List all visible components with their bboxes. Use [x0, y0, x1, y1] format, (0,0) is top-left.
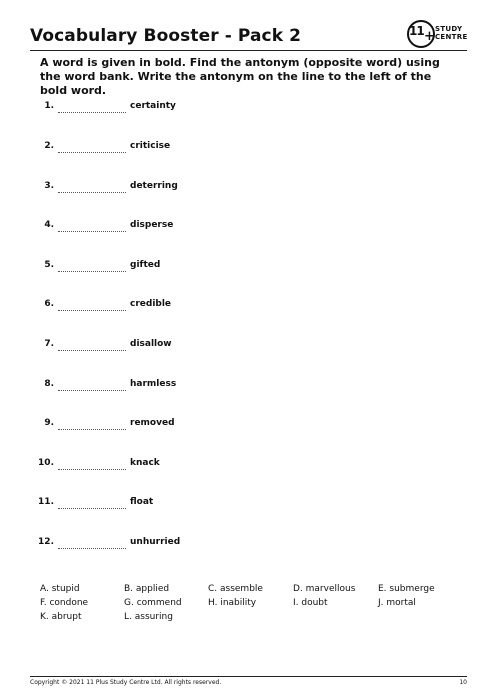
question-word: gifted	[130, 260, 161, 270]
question-row	[0, 335, 494, 355]
logo-plus: +	[424, 29, 435, 44]
question-number: 9.	[44, 418, 54, 428]
answer-line[interactable]	[58, 112, 126, 113]
question-word: deterring	[130, 181, 178, 191]
question-number: 6.	[44, 299, 54, 309]
question-word: credible	[130, 299, 172, 309]
answer-line[interactable]	[58, 390, 126, 391]
question-row	[0, 414, 494, 434]
word-bank-item: D. marvellous	[293, 584, 356, 594]
question-word: knack	[130, 458, 160, 468]
question-number: 7.	[44, 339, 54, 349]
footer-divider	[30, 676, 467, 677]
question-row	[0, 137, 494, 157]
word-bank-item: E. submerge	[378, 584, 435, 594]
word-bank	[40, 584, 460, 626]
logo-line-2: CENTRE	[435, 33, 468, 41]
question-number: 5.	[44, 260, 54, 270]
question-row	[0, 256, 494, 276]
word-bank-item: I. doubt	[293, 598, 328, 608]
word-bank-item: J. mortal	[378, 598, 416, 608]
question-word: criticise	[130, 141, 171, 151]
word-bank-item: A. stupid	[40, 584, 80, 594]
answer-line[interactable]	[58, 508, 126, 509]
logo-number: 11	[409, 24, 424, 38]
question-word: unhurried	[130, 537, 181, 547]
study-centre-logo	[407, 20, 467, 50]
question-row	[0, 533, 494, 553]
answer-line[interactable]	[58, 231, 126, 232]
question-number: 10.	[38, 458, 54, 468]
question-number: 3.	[44, 181, 54, 191]
answer-line[interactable]	[58, 350, 126, 351]
question-row	[0, 493, 494, 513]
question-number: 1.	[44, 101, 54, 111]
copyright-text: Copyright © 2021 11 Plus Study Centre Ltd. All rights reserved.	[30, 679, 222, 686]
word-bank-item: G. commend	[124, 598, 182, 608]
question-row	[0, 177, 494, 197]
page-number: 10	[459, 679, 467, 686]
question-number: 8.	[44, 379, 54, 389]
word-bank-item: L. assuring	[124, 612, 173, 622]
question-number: 4.	[44, 220, 54, 230]
word-bank-item: H. inability	[208, 598, 257, 608]
question-word: float	[130, 497, 154, 507]
answer-line[interactable]	[58, 192, 126, 193]
word-bank-item: C. assemble	[208, 584, 263, 594]
answer-line[interactable]	[58, 469, 126, 470]
word-bank-item: F. condone	[40, 598, 89, 608]
instructions: A word is given in bold. Find the antonym (opposite word) using the word bank. Write the antonym on the line to the left of the bold word.	[40, 56, 440, 97]
word-bank-item: B. applied	[124, 584, 170, 594]
word-bank-row	[40, 598, 460, 612]
word-bank-row	[40, 584, 460, 598]
question-number: 12.	[38, 537, 54, 547]
logo-text	[435, 25, 468, 41]
answer-line[interactable]	[58, 271, 126, 272]
question-row	[0, 375, 494, 395]
question-row	[0, 295, 494, 315]
question-row	[0, 216, 494, 236]
answer-line[interactable]	[58, 429, 126, 430]
word-bank-row	[40, 612, 460, 626]
question-row	[0, 454, 494, 474]
answer-line[interactable]	[58, 548, 126, 549]
question-word: removed	[130, 418, 175, 428]
logo-line-1: STUDY	[435, 25, 463, 33]
question-word: certainty	[130, 101, 176, 111]
question-number: 2.	[44, 141, 54, 151]
question-number: 11.	[38, 497, 54, 507]
answer-line[interactable]	[58, 310, 126, 311]
question-word: disperse	[130, 220, 174, 230]
page-title: Vocabulary Booster - Pack 2	[30, 26, 302, 46]
question-row	[0, 97, 494, 117]
question-word: disallow	[130, 339, 172, 349]
header-divider	[30, 50, 467, 51]
word-bank-item: K. abrupt	[40, 612, 82, 622]
question-word: harmless	[130, 379, 177, 389]
answer-line[interactable]	[58, 152, 126, 153]
